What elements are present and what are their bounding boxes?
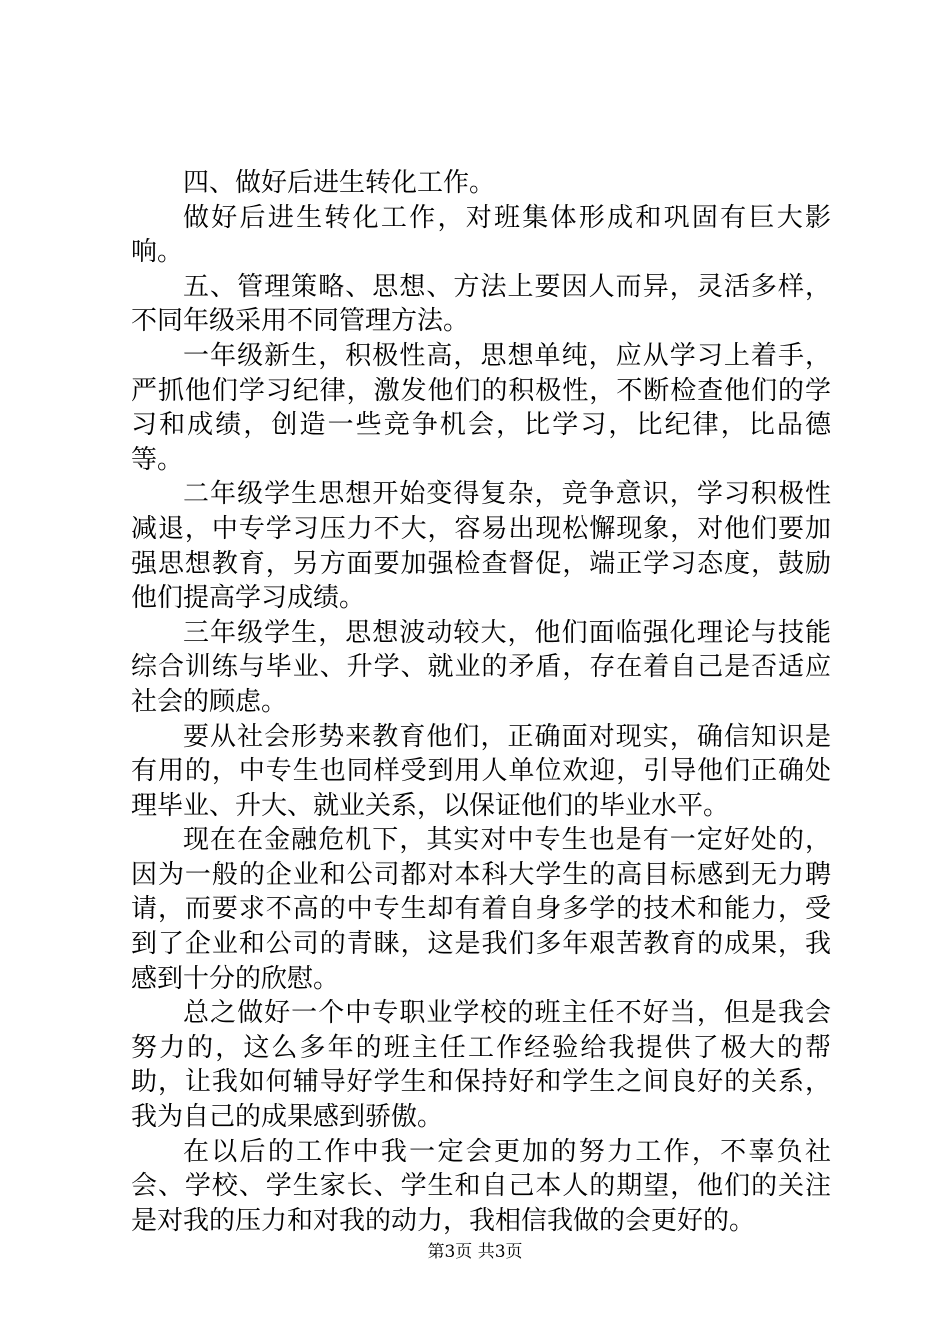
document-body: [131, 166, 831, 1238]
paragraph: 二年级学生思想开始变得复杂，竞争意识，学习积极性减退，中专学习压力不大，容易出现松懈现象，对他们要加强思想教育，另方面要加强检查督促，端正学习态度，鼓励他们提高学习成绩。: [131, 479, 831, 614]
paragraph-heading-5: 五、管理策略、思想、方法上要因人而异，灵活多样，不同年级采用不同管理方法。: [131, 271, 831, 337]
paragraph: 现在在金融危机下，其实对中专生也是有一定好处的，因为一般的企业和公司都对本科大学生的高目标感到无力聘请，而要求不高的中专生却有着自身多学的技术和能力，受到了企业和公司的青睐，这是我们多年艰苦教育的成果，我感到十分的欣慰。: [131, 825, 831, 994]
paragraph: 做好后进生转化工作，对班集体形成和巩固有巨大影响。: [131, 202, 831, 268]
paragraph-heading-4: 四、做好后进生转化工作。: [183, 168, 496, 198]
paragraph: 一年级新生，积极性高，思想单纯，应从学习上着手，严抓他们学习纪律，激发他们的积极性，不断检查他们的学习和成绩，创造一些竞争机会，比学习，比纪律，比品德等。: [131, 340, 831, 475]
paragraph: 三年级学生，思想波动较大，他们面临强化理论与技能综合训练与毕业、升学、就业的矛盾，存在着自己是否适应社会的顾虑。: [131, 617, 831, 717]
page-footer: 第3页 共3页: [427, 1242, 523, 1262]
paragraph: 在以后的工作中我一定会更加的努力工作，不辜负社会、学校、学生家长、学生和自己本人的期望，他们的关注是对我的压力和对我的动力，我相信我做的会更好的。: [131, 1136, 831, 1236]
paragraph: 总之做好一个中专职业学校的班主任不好当，但是我会努力的，这么多年的班主任工作经验给我提供了极大的帮助，让我如何辅导好学生和保持好和学生之间良好的关系，我为自己的成果感到骄傲。: [131, 998, 831, 1133]
paragraph: 要从社会形势来教育他们，正确面对现实，确信知识是有用的，中专生也同样受到用人单位欢迎，引导他们正确处理毕业、升大、就业关系，以保证他们的毕业水平。: [131, 721, 831, 821]
